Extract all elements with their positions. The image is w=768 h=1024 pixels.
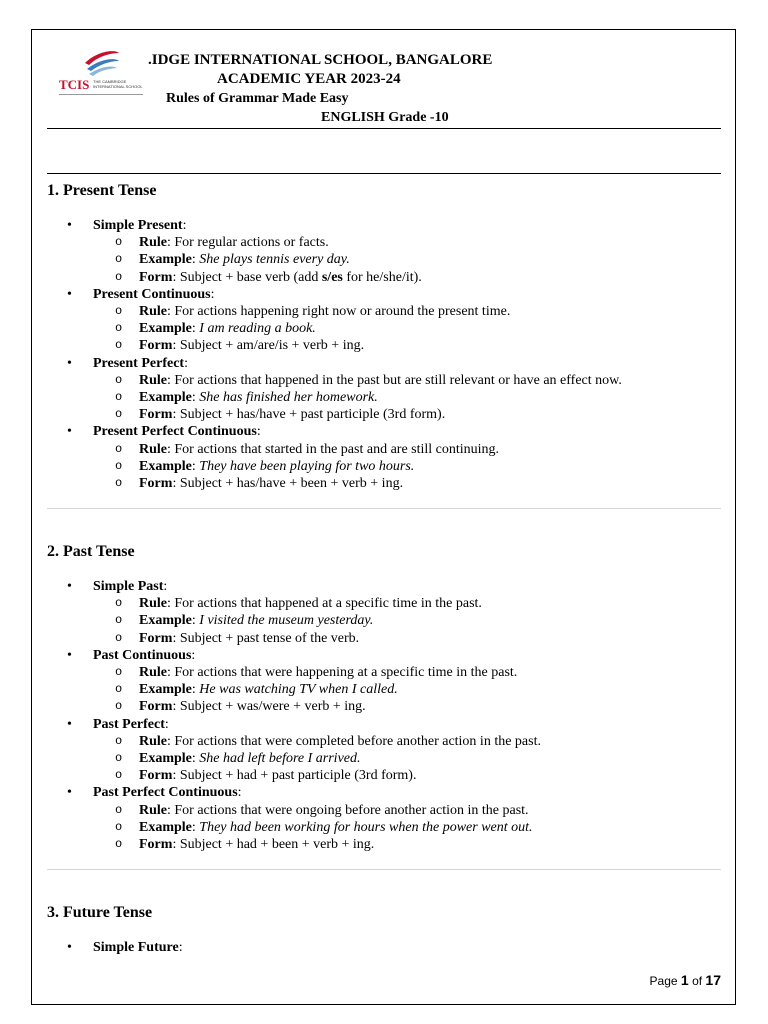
- tense-list: [47, 939, 721, 956]
- section-title: 1. Present Tense: [47, 182, 157, 199]
- tense-name: Present Perfect Continuous: [93, 424, 257, 440]
- list-item: • Present Continuous: o Rule: For actions happening right now or around the present time. o Example: I am reading a book. o Form: Subject + am/are/is + verb + ing.: [47, 286, 721, 355]
- document-subtitle: Rules of Grammar Made Easy: [166, 91, 349, 106]
- bullet-icon: •: [67, 355, 72, 371]
- tense-name: Present Perfect: [93, 355, 185, 371]
- section-title: 2. Past Tense: [47, 543, 135, 560]
- section-past-tense: [47, 542, 721, 853]
- list-item: • Past Perfect Continuous: o Rule: For actions that were ongoing before another action in the past. o Example: They had been working for hours when the power went out. o Form: Subject + had + been + verb + ing.: [47, 784, 721, 853]
- section-future-tense: [47, 903, 721, 956]
- form-line: o Form: Subject + has/have + past participle (3rd form).: [115, 407, 446, 423]
- tense-name: Simple Future: [93, 940, 179, 955]
- bullet-icon: •: [67, 647, 72, 663]
- logo-small-2: INTERNATIONAL SCHOOL: [93, 84, 143, 89]
- section-present-tense: [47, 181, 721, 492]
- form-line: o Form: Subject + has/have + been + verb + ing.: [115, 476, 404, 492]
- tense-name: Simple Past: [93, 579, 164, 594]
- list-item: • Present Perfect Continuous: o Rule: For actions that started in the past and are still continuing. o Example: They have been playing for two hours. o Form: Subject + has/have + been + verb + ing.: [47, 423, 721, 492]
- rule-line: o Rule: For regular actions or facts.: [115, 235, 329, 251]
- form-line: o Form: Subject + past tense of the verb.: [115, 630, 360, 646]
- section-divider: [47, 508, 721, 509]
- bullet-icon: •: [67, 785, 72, 801]
- list-item: • Simple Present: o Rule: For regular actions or facts. o Example: She plays tennis every day. o Form: Subject + base verb (add s/es for he/she/it).: [47, 217, 721, 286]
- tense-name: Present Continuous: [93, 286, 211, 302]
- section-divider: [47, 869, 721, 870]
- form-line: o Form: Subject + am/are/is + verb + ing.: [115, 338, 365, 354]
- section-title: 3. Future Tense: [47, 904, 153, 921]
- logo-small-1: THE CAMBRIDGE: [93, 79, 127, 84]
- bullet-icon: •: [67, 286, 72, 302]
- example-line: o Example: They have been playing for two hours.: [115, 458, 415, 474]
- example-line: o Example: I visited the museum yesterday.: [115, 613, 374, 629]
- example-line: o Example: He was watching TV when I called.: [115, 682, 398, 698]
- rule-line: o Rule: For actions happening right now or around the present time.: [115, 304, 511, 320]
- page-number: Page 1 of 17: [649, 972, 721, 988]
- page-border: [31, 29, 736, 1005]
- example-line: o Example: She had left before I arrived.: [115, 751, 361, 767]
- bullet-icon: •: [67, 716, 72, 732]
- rule-line: o Rule: For actions that started in the past and are still continuing.: [115, 441, 500, 457]
- bullet-icon: •: [67, 218, 72, 233]
- form-line: o Form: Subject + base verb (add s/es for he/she/it).: [115, 269, 422, 285]
- list-item: • Past Perfect: o Rule: For actions that were completed before another action in the past. o Example: She had left before I arrived. o Form: Subject + had + past participle (3rd form).: [47, 716, 721, 785]
- form-line: o Form: Subject + had + past participle (3rd form).: [115, 768, 417, 784]
- example-line: o Example: They had been working for hours when the power went out.: [115, 819, 533, 835]
- rule-line: o Rule: For actions that were ongoing before another action in the past.: [115, 802, 529, 818]
- example-line: o Example: I am reading a book.: [115, 321, 316, 337]
- example-line: o Example: She plays tennis every day.: [115, 252, 350, 268]
- rule-line: o Rule: For actions that happened in the past but are still relevant or have an effect now.: [115, 372, 622, 388]
- bullet-icon: •: [67, 424, 72, 440]
- school-logo: [57, 49, 147, 101]
- list-item: • Past Continuous: o Rule: For actions that were happening at a specific time in the past. o Example: He was watching TV when I called. o Form: Subject + was/were + verb + ing.: [47, 647, 721, 716]
- tense-name: Past Continuous: [93, 647, 192, 663]
- logo-text: TCIS: [59, 77, 90, 92]
- tense-list: [47, 217, 721, 492]
- school-name: .IDGE INTERNATIONAL SCHOOL, BANGALORE: [148, 52, 493, 68]
- header-rule-2: [47, 173, 721, 174]
- header-rule: [47, 128, 721, 129]
- bullet-icon: •: [67, 579, 72, 594]
- bullet-icon: •: [67, 940, 72, 955]
- rule-line: o Rule: For actions that were completed before another action in the past.: [115, 733, 541, 749]
- logo-underline: [59, 94, 143, 95]
- form-line: o Form: Subject + was/were + verb + ing.: [115, 699, 366, 715]
- rule-line: o Rule: For actions that were happening at a specific time in the past.: [115, 665, 518, 681]
- example-line: o Example: She has finished her homework.: [115, 390, 378, 406]
- list-item: • Simple Future:: [67, 940, 183, 955]
- list-item: • Present Perfect: o Rule: For actions that happened in the past but are still relevant or have an effect now. o Example: She has finished her homework. o Form: Subject + has/have + past participle (3rd form).: [47, 355, 721, 424]
- grade-label: ENGLISH Grade -10: [321, 110, 449, 125]
- tense-name: Past Perfect Continuous: [93, 785, 238, 801]
- form-line: o Form: Subject + had + been + verb + ing.: [115, 837, 375, 853]
- tense-list: [47, 578, 721, 853]
- list-item: • Simple Past: o Rule: For actions that happened at a specific time in the past. o Example: I visited the museum yesterday. o Form: Subject + past tense of the verb.: [47, 578, 721, 647]
- academic-year: ACADEMIC YEAR 2023-24: [217, 71, 401, 87]
- tense-name: Past Perfect: [93, 716, 165, 732]
- tense-name: Simple Present: [93, 218, 183, 233]
- rule-line: o Rule: For actions that happened at a specific time in the past.: [115, 596, 482, 612]
